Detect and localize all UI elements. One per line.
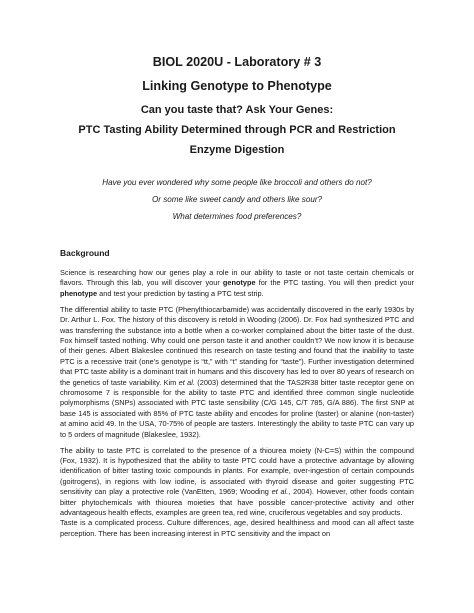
lab-tagline: Can you taste that? Ask Your Genes:	[140, 104, 334, 116]
intro-question-3: What determines food preferences?	[172, 212, 302, 221]
topic-line-1: PTC Tasting Ability Determined through PCR and Restriction	[78, 124, 396, 136]
text-run: The differential ability to taste PTC (Phenylthiocarbamide) was accidentally discovered in the early 1930s by Dr. Arthur L. Fox. The history of this discovery is retold in Wooding (2006). Dr. Fox had synthesized PTC and was transferring the substance into a bottle when a co-worker complained about the bitter taste of the dust. Fox himself tasted nothing. Why could one person taste it and another couldn’t? We now know it is because of their genes. Albert Blakeslee continued this research on taste testing and found that the inability to taste PTC is a recessive trait (one’s genotype is “tt,” with “t” standing for “taste”). Further investigation determined that PTC taste ability is a dominant trait in humans and this discovery has led to over 80 years of research on the genetics of taste variability. Kim	[60, 304, 414, 387]
text-run: for the PTC tasting. You will then predict your	[255, 278, 414, 288]
et-al: et al.	[271, 487, 289, 497]
background-heading: Background	[60, 248, 110, 258]
term-phenotype: phenotype	[60, 288, 98, 298]
text-run: The ability to taste PTC is correlated to the presence of a thiourea moiety (N-C=S) within the compound (Fox, 1932). It is hypothesized that the ability to taste PTC could have a protective advantage by allowing identification of bitter tasting toxic compounds in plants. For example, over-ingestion of certain compounds (goitrogens), in regions with low iodine, is associated with thyroid disease and goiter suggesting PTC sensitivity can play a protective role (VanEtten, 1969; Wooding	[60, 445, 414, 497]
paragraph-4: Taste is a complicated process. Culture differences, age, desired healthiness and mood can all affect taste perception. There has been increasing interest in PTC sensitivity and the impact on	[60, 518, 414, 538]
et-al: et al.	[178, 377, 195, 387]
paragraph-2	[60, 305, 414, 440]
intro-question-1: Have you ever wondered why some people like broccoli and others do not?	[102, 178, 372, 187]
text-run: Science is researching how our genes play a role in our ability to taste or not taste certain chemicals or flavors. Through this lab, you will discover your	[60, 268, 414, 288]
intro-question-2: Or some like sweet candy and others like sour?	[151, 195, 323, 204]
text-run: and test your prediction by tasting a PTC test strip.	[97, 288, 264, 298]
paragraph-3	[60, 446, 414, 519]
text-run: (2003) determined that the TAS2R38 bitter taste receptor gene on chromosome 7 is responsible for the ability to taste PTC and identified three common single nucleotide polymorphisms (SNPs) associated with PTC taste sensibility (C/G 145, C/T 785, G/A 886). The first SNP at base 145 is associated with 85% of PTC taste ability and encodes for proline (taster) or alanine (non-taster) at amino acid 49. In the USA, 70-75% of people are tasters. Interestingly the ability to taste PTC can vary up to 5 orders of magnitude (Blakeslee, 1932).	[60, 377, 414, 439]
topic-line-2: Enzyme Digestion	[189, 144, 285, 156]
course-title: BIOL 2020U - Laboratory # 3	[152, 55, 322, 69]
term-genotype: genotype	[222, 278, 256, 288]
text-run: , 2004). However, other foods contain bitter phytochemicals with thiourea moieties that have possible cancer-protective activity and other advantageous health effects, examples are green tea, red wine, cruciferous vegetables and soy products.	[60, 487, 415, 517]
background-body	[60, 268, 414, 545]
lab-subtitle: Linking Genotype to Phenotype	[142, 79, 332, 93]
paragraph-1	[60, 268, 414, 299]
